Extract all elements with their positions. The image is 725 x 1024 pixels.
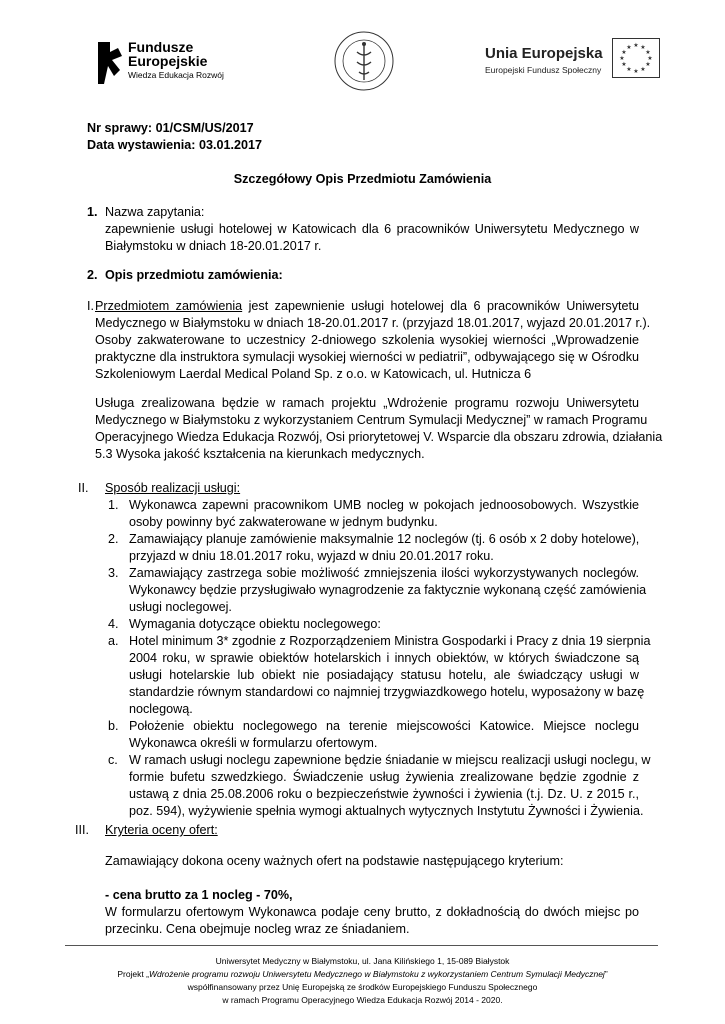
part1-p2-line2: Medycznego w Białymstoku z wykorzystaniem Centrum Symulacji Medycznej” w ramach Programu (95, 413, 648, 427)
part3-heading: Kryteria oceny ofert: (105, 823, 218, 837)
part1-line1-rest: jest zapewnienie usługi hotelowej dla 6 pracowników Uniwersytetu (242, 299, 639, 313)
list-item: przyjazd w dniu 18.01.2017 roku, wyjazd w dniu 20.01.2017 roku. (129, 549, 494, 563)
eu-title: Unia Europejska (485, 45, 603, 62)
list-item: osoby powinny być zakwaterowane w jednym budynku. (129, 515, 438, 529)
section2-num: 2. (87, 268, 98, 282)
list-item-num: 1. (108, 498, 119, 512)
sublist-item: standardzie równym standardowi co najmniej trzygwiazdkowego hotelu, wyposażony w bazę (129, 685, 645, 699)
section1-heading: Nazwa zapytania: (105, 205, 205, 219)
svg-text:★: ★ (621, 49, 627, 56)
fe-program: Wiedza Edukacja Rozwój (128, 70, 224, 80)
svg-text:★: ★ (645, 61, 651, 68)
svg-text:★: ★ (633, 68, 639, 75)
svg-text:★: ★ (626, 44, 632, 51)
part1-p2-line1: Usługa zrealizowana będzie w ramach projektu „Wdrożenie programu rozwoju Uniwersytetu (95, 396, 639, 410)
sublist-item: ustawą z dnia 25.08.2006 roku o bezpieczeństwie żywności i żywienia (t.j. Dz. U. z 2015 r., (129, 787, 639, 801)
list-item-num: 3. (108, 566, 119, 580)
part1-p2-line4: 5.3 Wysoka jakość kształcenia na kierunkach medycznych. (95, 447, 425, 461)
svg-text:★: ★ (647, 55, 653, 62)
list-item: Wykonawcy będzie przysługiwało wynagrodzenie za faktycznie wykonaną część zamówienia (129, 583, 647, 597)
part3-roman: III. (75, 823, 89, 837)
part1-lead: Przedmiotem zamówienia (95, 299, 243, 313)
sublist-item: W ramach usługi noclegu zapewnione będzie śniadanie w miejscu realizacji usługi noclegu, w (129, 753, 651, 767)
footer-divider (65, 945, 658, 946)
part3-line1: W formularzu ofertowym Wykonawca podaje ceny brutto, z dokładnością do dwóch miejsc po (105, 905, 639, 919)
footer-project (0, 968, 725, 982)
svg-text:★: ★ (621, 61, 627, 68)
sublist-item: Hotel minimum 3* zgodnie z Rozporządzeniem Ministra Gospodarki i Pracy z dnia 19 sierpnia (129, 634, 651, 648)
part1-line2: Medycznego w Białymstoku w dniach 18-20.01.2017 r. (przyjazd 18.01.2017, wyjazd 20.01.2017 r.). (95, 316, 651, 330)
fe-star-icon (96, 38, 124, 86)
issue-date: Data wystawienia: 03.01.2017 (87, 138, 263, 152)
list-item: usługi noclegowej. (129, 600, 232, 614)
svg-text:★: ★ (640, 66, 646, 73)
part1-p2-line3: Operacyjnego Wiedza Edukacja Rozwój, Osi priorytetowej V. Wsparcie dla obszaru zdrowia, działania (95, 430, 663, 444)
svg-text:★: ★ (619, 55, 625, 62)
part2-roman: II. (78, 481, 89, 495)
eu-fund: Europejski Fundusz Społeczny (485, 65, 602, 75)
part2-heading: Sposób realizacji usługi: (105, 481, 241, 495)
sublist-item-letter: c. (108, 753, 118, 767)
part3-intro: Zamawiający dokona oceny ważnych ofert na podstawie następującego kryterium: (105, 854, 564, 868)
sublist-item: formie bufetu szwedzkiego. Świadczenie usług żywienia zrealizowane będzie zgodnie z (129, 770, 639, 784)
sublist-item: noclegową. (129, 702, 193, 716)
part1-line5: Szkoleniowym Laerdal Medical Poland Sp. z o.o. w Katowicach, ul. Hutnicza 6 (95, 367, 532, 381)
section1-line2: Białymstoku w dniach 18-20.01.2017 r. (105, 239, 322, 253)
part3-line2: przecinku. Cena obejmuje nocleg wraz ze śniadaniem. (105, 922, 410, 936)
svg-text:★: ★ (645, 49, 651, 56)
list-item: Zamawiający zastrzega sobie możliwość zmniejszenia ilości wykorzystywanych noclegów. (129, 566, 639, 580)
list-item: Wymagania dotyczące obiektu noclegowego: (129, 617, 381, 631)
list-item-num: 4. (108, 617, 119, 631)
list-item: Wykonawca zapewni pracownikom UMB nocleg w pokojach jednoosobowych. Wszystkie (129, 498, 639, 512)
sublist-item: 2004 roku, w sprawie obiektów hotelarskich i innych obiektów, w których świadczone są (129, 651, 639, 665)
section1-num: 1. (87, 205, 98, 219)
sublist-item: Wykonawca określi w formularzu ofertowym. (129, 736, 378, 750)
part1-line3: Osoby zakwaterowane to uczestnicy 2-dniowego szkolenia wysokiej wierności „Wprowadzenie (95, 333, 639, 347)
sublist-item: usługi hotelarskie lub obiekt nie posiadający statusu hotelu, ale świadczący usługi w (129, 668, 639, 682)
list-item: Zamawiający planuje zamówienie maksymalnie 12 noclegów (tj. 6 osób x 2 doby hotelowe), (129, 532, 640, 546)
part1-roman: I. (87, 299, 94, 313)
fundusze-europejskie-logo (96, 38, 246, 88)
footer-project-suffix: ” (604, 969, 608, 979)
part3-criterion: - cena brutto za 1 nocleg - 70%, (105, 888, 293, 902)
svg-text:★: ★ (633, 42, 639, 49)
page-title: Szczegółowy Opis Przedmiotu Zamówienia (233, 172, 492, 186)
fe-name: Fundusze Europejskie (128, 39, 208, 69)
footer-address: Uniwersytet Medyczny w Białymstoku, ul. Jana Kilińskiego 1, 15-089 Białystok (215, 956, 510, 966)
sublist-item-letter: b. (108, 719, 119, 733)
list-item-num: 2. (108, 532, 119, 546)
eu-label (485, 45, 603, 75)
case-number: Nr sprawy: 01/CSM/US/2017 (87, 121, 254, 135)
footer-cofinance: współfinansowany przez Unię Europejską ze środków Europejskiego Funduszu Społecznego (187, 982, 538, 992)
section2-heading: Opis przedmiotu zamówienia: (105, 268, 283, 282)
part1-line4: praktyczne dla instruktora symulacji wysokiej wierności w pediatrii”, odbywającego się w Ośrodku (95, 350, 639, 364)
part1-line1 (95, 298, 639, 315)
eu-flag-icon (612, 38, 660, 78)
footer-project-prefix: Projekt „ (117, 969, 149, 979)
svg-text:★: ★ (626, 66, 632, 73)
svg-text:★: ★ (640, 44, 646, 51)
footer-program: w ramach Programu Operacyjnego Wiedza Edukacja Rozwój 2014 - 2020. (222, 995, 503, 1005)
sublist-item: Położenie obiektu noclegowego na terenie miejscowości Katowice. Miejsce noclegu (129, 719, 639, 733)
footer-project-title: Wdrożenie programu rozwoju Uniwersytetu Medycznego w Białymstoku z wykorzystaniem Centrum Symulacji Medycznej (148, 969, 605, 979)
university-seal-logo (333, 30, 395, 92)
section1-line1: zapewnienie usługi hotelowej w Katowicach dla 6 pracowników Uniwersytetu Medycznego w (105, 222, 639, 236)
sublist-item: poz. 594), wyżywienie spełnia wymogi aktualnych wytycznych Instytutu Żywności i Żywienia. (129, 804, 644, 818)
sublist-item-letter: a. (108, 634, 119, 648)
